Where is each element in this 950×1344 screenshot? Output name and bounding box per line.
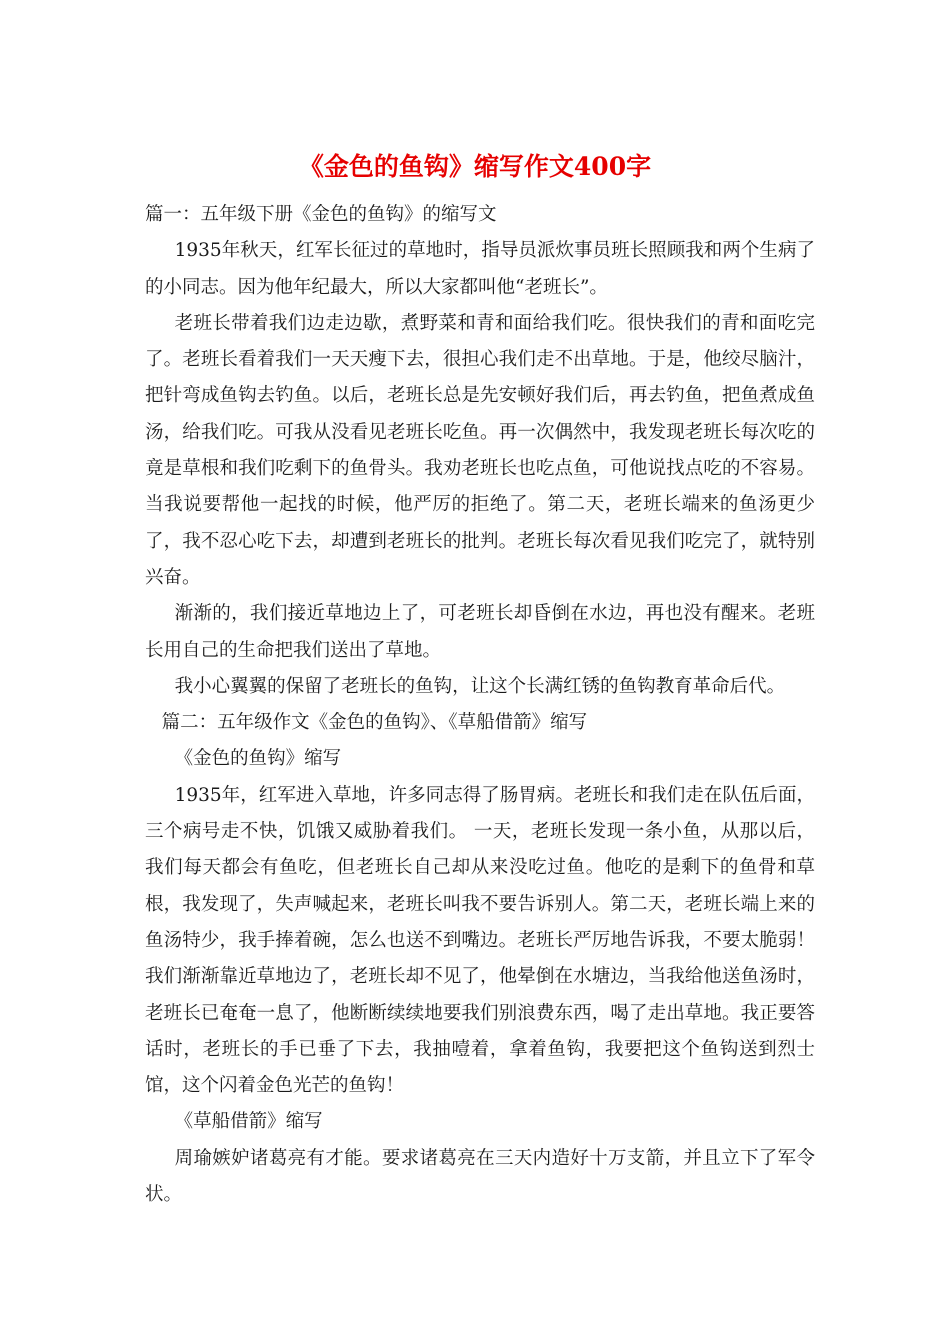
paragraph: 我小心翼翼的保留了老班长的鱼钩，让这个长满红锈的鱼钩教育革命后代。	[174, 675, 786, 697]
subsection-heading: 《草船借箭》缩写	[174, 1111, 323, 1133]
paragraph: 老班长带着我们边走边歇，煮野菜和青和面给我们吃。很快我们的青和面吃完了。老班长看着我们一天天瘦下去，很担心我们走不出草地。于是，他绞尽脑汁，把针弯成鱼钩去钓鱼。以后，老班长总是先安顿好我们后，再去钓鱼，把鱼煮成鱼汤，给我们吃。可我从没看见老班长吃鱼。再一次偶然中，我发现老班长每次吃的竟是草根和我们吃剩下的鱼骨头。我劝老班长也吃点鱼，可他说找点吃的不容易。当我说要帮他一起找的时候，他严厉的拒绝了。第二天，老班长端来的鱼汤更少了，我不忍心吃下去，却遭到老班长的批判。老班长每次看见我们吃完了，就特别兴奋。	[145, 312, 815, 588]
section-heading-2: 篇二：五年级作文《金色的鱼钩》、《草船借箭》缩写	[161, 712, 588, 734]
paragraph: 周瑜嫉妒诸葛亮有才能。要求诸葛亮在三天内造好十万支箭，并且立下了军令状。	[145, 1147, 815, 1206]
document-title: 《金色的鱼钩》缩写作文400字	[298, 152, 652, 181]
document-body	[145, 197, 815, 1213]
paragraph: 1935年秋天，红军长征过的草地时，指导员派炊事员班长照顾我和两个生病了的小同志。因为他年纪最大，所以大家都叫他“老班长”。	[145, 240, 815, 298]
paragraph: 1935年，红军进入草地，许多同志得了肠胃病。老班长和我们走在队伍后面，三个病号走不快，饥饿又威胁着我们。 一天，老班长发现一条小鱼，从那以后，我们每天都会有鱼吃，但老班长自己却从来没吃过鱼。他吃的是剩下的鱼骨和草根，我发现了，失声喊起来，老班长叫我不要告诉别人。第二天，老班长端上来的鱼汤特少，我手捧着碗，怎么也送不到嘴边。老班长严厉地告诉我，不要太脆弱！ 我们渐渐靠近草地边了，老班长却不见了，他晕倒在水塘边，当我给他送鱼汤时，老班长已奄奄一息了，他断断续续地要我们别浪费东西，喝了走出草地。我正要答话时，老班长的手已垂了下去，我抽噎着，拿着鱼钩，我要把这个鱼钩送到烈士馆，这个闪着金色光芒的鱼钩！	[145, 784, 815, 1097]
section-heading-1: 篇一：五年级下册《金色的鱼钩》的缩写文	[145, 204, 497, 225]
paragraph: 渐渐的，我们接近草地边上了，可老班长却昏倒在水边，再也没有醒来。老班长用自己的生命把我们送出了草地。	[145, 603, 815, 661]
subsection-heading: 《金色的鱼钩》缩写	[174, 748, 342, 770]
